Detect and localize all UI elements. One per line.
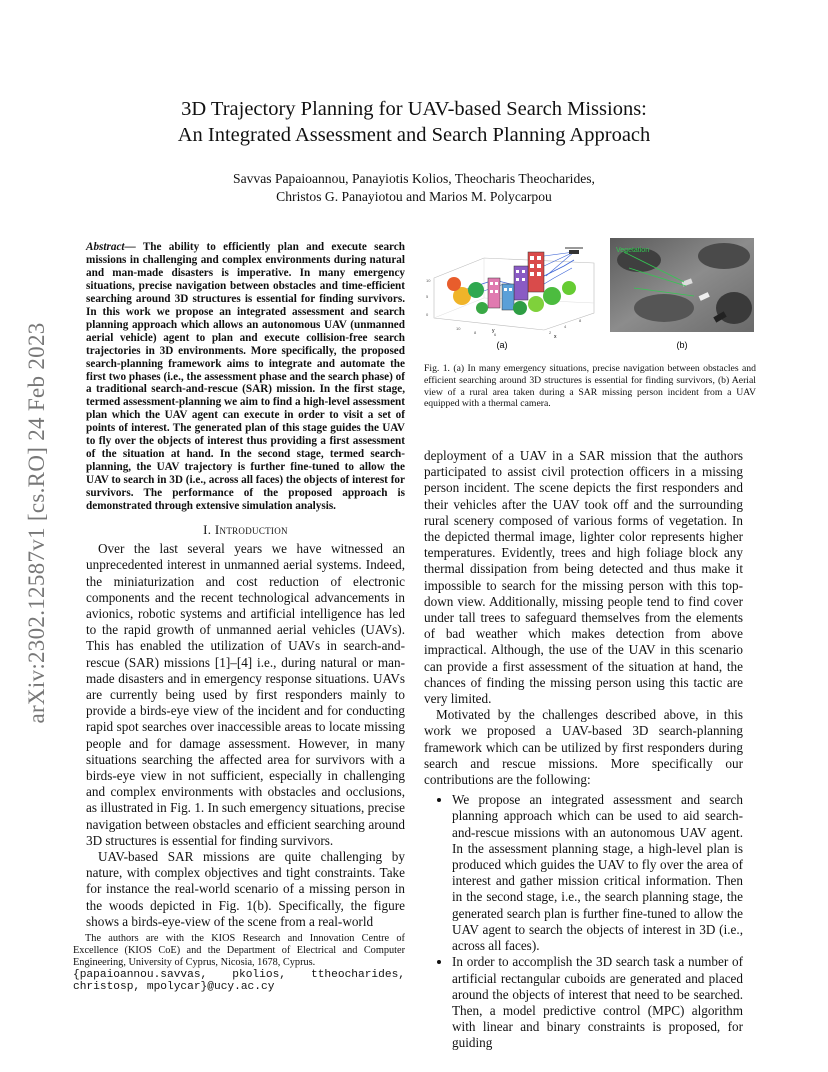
intro-paragraph-1: Over the last several years we have witnessed an unprecedented interest in unmanned aerial systems. Indeed, the miniaturization and cost reduction of electronic components and the recent technological advancements in avionics, robotic systems and artificial intelligence has led to the rapid growth of unmanned aerial vehicles (UAVs). This has enabled the utilization of UAVs in search-and-rescue (SAR) missions [1]–[4] i.e., during natural or man-made disasters and in emergency response situations. UAVs are currently being used by first responders mainly to provide a birds-eye view of the incident and for conducting rapid spot searches over inaccessible areas to locate missing people and for damage assessment. However, in many situations searching the affected area for survivors with a birds-eye view in not sufficient, especially in challenging and complex environments with obstacles and occlusions, as illustrated in Fig. 1. In such emergency situations, precise navigation between obstacles and efficient searching around 3D structures is essential for finding survivors.	[86, 541, 405, 848]
svg-text:10: 10	[426, 278, 431, 283]
footnote	[73, 933, 405, 993]
arxiv-stamp	[22, 288, 52, 758]
svg-text:x: x	[554, 334, 557, 340]
authors-line-1: Savvas Papaioannou, Panayiotis Kolios, Theocharis Theocharides,	[233, 171, 595, 186]
svg-text:y: y	[492, 328, 495, 334]
authors-line-2: Christos G. Panayiotou and Marios M. Polycarpou	[276, 189, 552, 204]
footnote-affiliation: The authors are with the KIOS Research and Innovation Centre of Excellence (KIOS CoE) and the Department of Electrical and Computer Engineering, University of Cyprus, Nicosia, 1678, Cyprus.	[73, 933, 405, 969]
list-item: • We propose an integrated assessment and search planning approach which can be used to aid search-and-rescue missions with an autonomous UAV agent. In the assessment planning stage, a high-level plan is produced which guides the UAV to fly over the area of interest and gather mission critical information. Then in the second stage, i.e., the search planning stage, the generated search plan is further fine-tuned to allow the UAV agent to search the objects of interest in 3D (i.e., across all faces).	[452, 792, 743, 954]
svg-text:10: 10	[456, 326, 461, 331]
figure-reference-link[interactable]: 1	[194, 800, 201, 816]
section-number: I.	[203, 522, 215, 538]
intro-paragraph-2: UAV-based SAR missions are quite challenging by nature, with complex objectives and tight constraints. Take for instance the real-world scenario of a missing person in the woods depicted in Fig. 1(b). Specifically, the figure shows a birds-eye-view of the scene from a real-world	[86, 849, 405, 929]
abstract-label: Abstract	[86, 241, 125, 253]
list-item: • In order to accomplish the 3D search task a number of artificial rectangular cuboids are generated and placed around the objects of interest that need to be searched. Then, a model predictive control (MPC) algorithm with linear and binary constraints is proposed, for guiding	[452, 954, 743, 1051]
section-title: Introduction	[214, 522, 288, 538]
author-list	[120, 170, 708, 206]
figure-1b-label: (b)	[676, 340, 688, 350]
footnote-emails: {papaioannou.savvas, pkolios, ttheocharides, christosp, mpolycar}@ucy.ac.cy	[73, 969, 405, 994]
right-paragraph-2: Motivated by the challenges described above, in this work we proposed a UAV-based 3D search-planning framework which can be utilized by first responders during search and rescue missions. More specifically our contributions are the following:	[424, 707, 743, 788]
arxiv-identifier: arXiv:2302.12587v1 [cs.RO] 24 Feb 2023	[24, 322, 49, 724]
svg-text:6: 6	[494, 332, 497, 337]
figure-1-caption: Fig. 1. (a) In many emergency situations, precise navigation between obstacles and efficient searching around 3D structures is essential for finding survivors, (b) Aerial view of a rural area taken during a SAR missing person incident from a UAV equipped with a thermal camera.	[424, 363, 756, 410]
figure-1b-annotation: Vegetation	[616, 247, 650, 254]
right-paragraph-1: deployment of a UAV in a SAR mission that the authors participated to assist civil protection officers in a missing person incident. The scene depicts the first responders and their vehicles after the UAV took off and the surrounding rural scenery composed of various forms of vegetation. In the depicted thermal image, lighter color represents higher temperatures. Evidently, trees and high foliage block any thermal dissipation from being detected and thus make it impossible to search for the missing person with this top-down view. Additionally, missing people tend to find cover under tall trees to safeguard themselves from the elements of bad weather which makes detection from above impractical. Although, the use of the UAV in this scenario can provide a first assessment of the situation at hand, the chances of finding the missing person using this tactic are very limited.	[424, 448, 743, 707]
figure-1	[424, 238, 756, 356]
section-heading-introduction	[86, 522, 405, 538]
figure-1a-plot	[426, 248, 594, 350]
paper-title	[80, 96, 748, 148]
figure-reference-link[interactable]: 1	[246, 897, 253, 913]
title-line-1: 3D Trajectory Planning for UAV-based Search Missions:	[181, 98, 647, 120]
abstract	[86, 241, 405, 513]
svg-text:0: 0	[426, 312, 429, 317]
contributions-list	[424, 792, 743, 1051]
svg-text:8: 8	[474, 330, 477, 335]
right-column	[424, 448, 743, 1052]
svg-text:8: 8	[579, 318, 582, 323]
abstract-text: — The ability to efficiently plan and execute search missions in challenging and complex environments during natural and man-made disasters is imperative. In many emergency situations, precise navigation between obstacles and time-efficient searching around 3D structures is essential for finding survivors. In this work we propose an integrated assessment and search planning approach which allows an autonomous UAV (unmanned aerial vehicle) agent to plan and execute collision-free search trajectories in 3D environments. More specifically, the proposed search-planning framework aims to integrate and automate the first two phases (i.e., the assessment phase and the search phase) of a traditional search-and-rescue (SAR) mission. In the first stage, termed assessment-planning we aim to find a high-level assessment plan which the UAV agent can execute in order to visit a set of points of interest. The generated plan of this stage guides the UAV to fly over the objects of interest thus providing a first assessment of the situation at hand. In the second stage, termed search-planning, the UAV trajectory is further fine-tuned to allow the UAV to search in 3D (i.e., across all faces) the objects of interest for survivors. The performance of the proposed approach is demonstrated through extensive simulation analysis.	[86, 241, 405, 513]
svg-text:4: 4	[564, 324, 567, 329]
svg-text:2: 2	[549, 330, 552, 335]
title-line-2: An Integrated Assessment and Search Planning Approach	[177, 124, 651, 146]
figure-1a-label: (a)	[496, 340, 508, 350]
figure-1b-thermal-image	[610, 238, 754, 350]
figure-1-graphic	[424, 238, 756, 356]
left-column	[86, 241, 405, 930]
svg-text:5: 5	[426, 294, 429, 299]
